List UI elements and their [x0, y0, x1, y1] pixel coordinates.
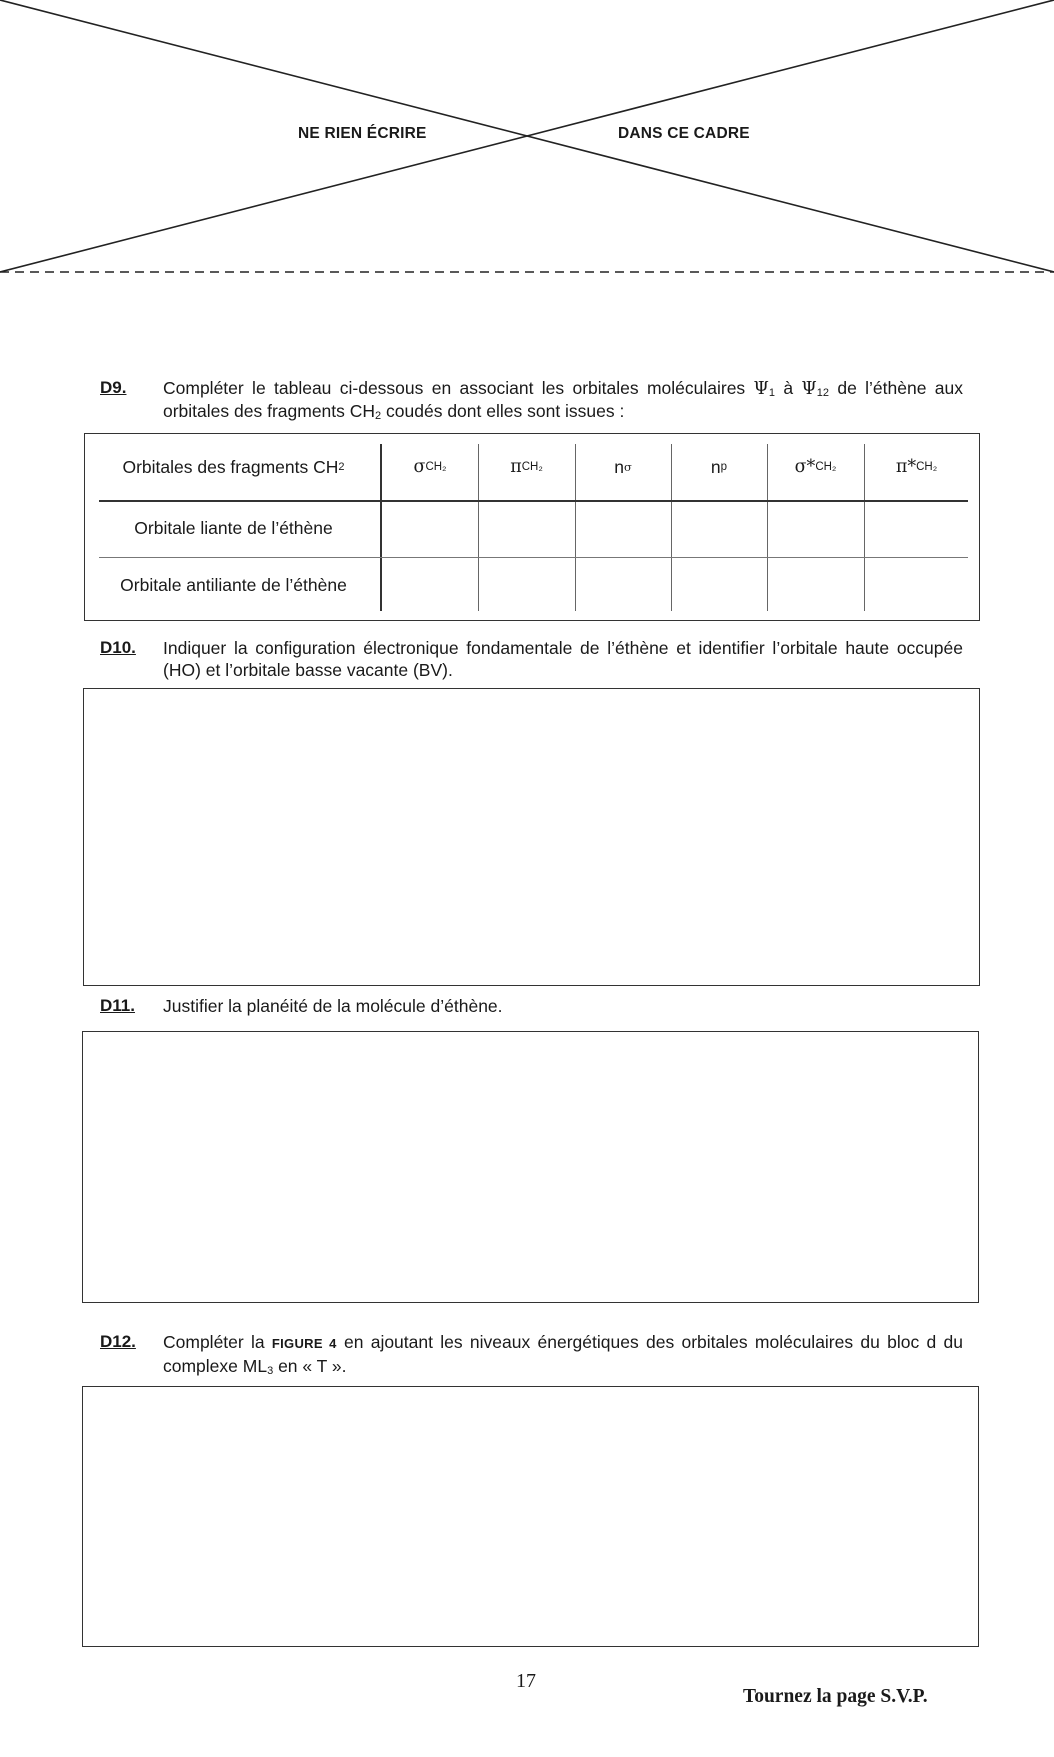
- table-header-label: Orbitales des fragments CH 2: [122, 456, 345, 477]
- orbital-table: [84, 433, 980, 621]
- question-text-d11: Justifier la planéité de la molécule d’éthène.: [163, 996, 503, 1016]
- question-text-d9: Compléter le tableau ci-dessous en associant les orbitales moléculaires $\Psi_1$ à $\Psi_{12}$ de l’éthène aux orbitales des fragments $CH_2$ coudés dont elles sont issues :: [163, 378, 964, 422]
- col-sigma-star-ch2: σ* CH₂: [794, 457, 837, 477]
- col-pi-star-ch2: π* CH₂: [895, 457, 938, 477]
- header-left-text: NE RIEN ÉCRIRE: [298, 125, 427, 142]
- answer-box-d12[interactable]: [82, 1386, 979, 1647]
- question-number-d10: D10.: [100, 638, 136, 657]
- header-cross-frame: [0, 0, 1054, 280]
- col-n-sigma: n σ: [614, 456, 632, 477]
- figure-reference: FIGURE 4: [271, 1336, 337, 1351]
- col-sigma-ch2: σ CH₂: [413, 457, 447, 477]
- row-label-antibonding: Orbitale antiliante de l’éthène: [120, 575, 347, 595]
- question-number-d12: D12.: [100, 1332, 136, 1351]
- antibonding-answer-cells[interactable]: [382, 558, 969, 612]
- answer-box-d11[interactable]: [82, 1031, 979, 1303]
- row-label-bonding: Orbitale liante de l’éthène: [134, 518, 333, 538]
- header-right-text: DANS CE CADRE: [618, 125, 750, 142]
- psi-symbol: Ψ: [753, 379, 769, 399]
- page-number: 17: [516, 1670, 536, 1692]
- answer-box-d10[interactable]: [83, 688, 980, 986]
- question-number-d9: D9.: [100, 378, 127, 397]
- col-n-p: n p: [710, 456, 728, 477]
- bonding-answer-cells[interactable]: [382, 502, 969, 557]
- question-number-d11: D11.: [100, 996, 135, 1015]
- col-pi-ch2: π CH₂: [510, 457, 543, 477]
- turn-page-note: Tournez la page S.V.P.: [743, 1686, 928, 1707]
- question-text-d10: Indiquer la configuration électronique fondamentale de l’éthène et identifier l’orbitale haute occupée (HO) et l’orbitale basse vacante (BV).: [163, 638, 963, 680]
- question-text-d12: Compléter la FIGURE 4 en ajoutant les niveaux énergétiques des orbitales moléculaires du bloc d du complexe $ML_3$ en « T ».: [163, 1332, 963, 1377]
